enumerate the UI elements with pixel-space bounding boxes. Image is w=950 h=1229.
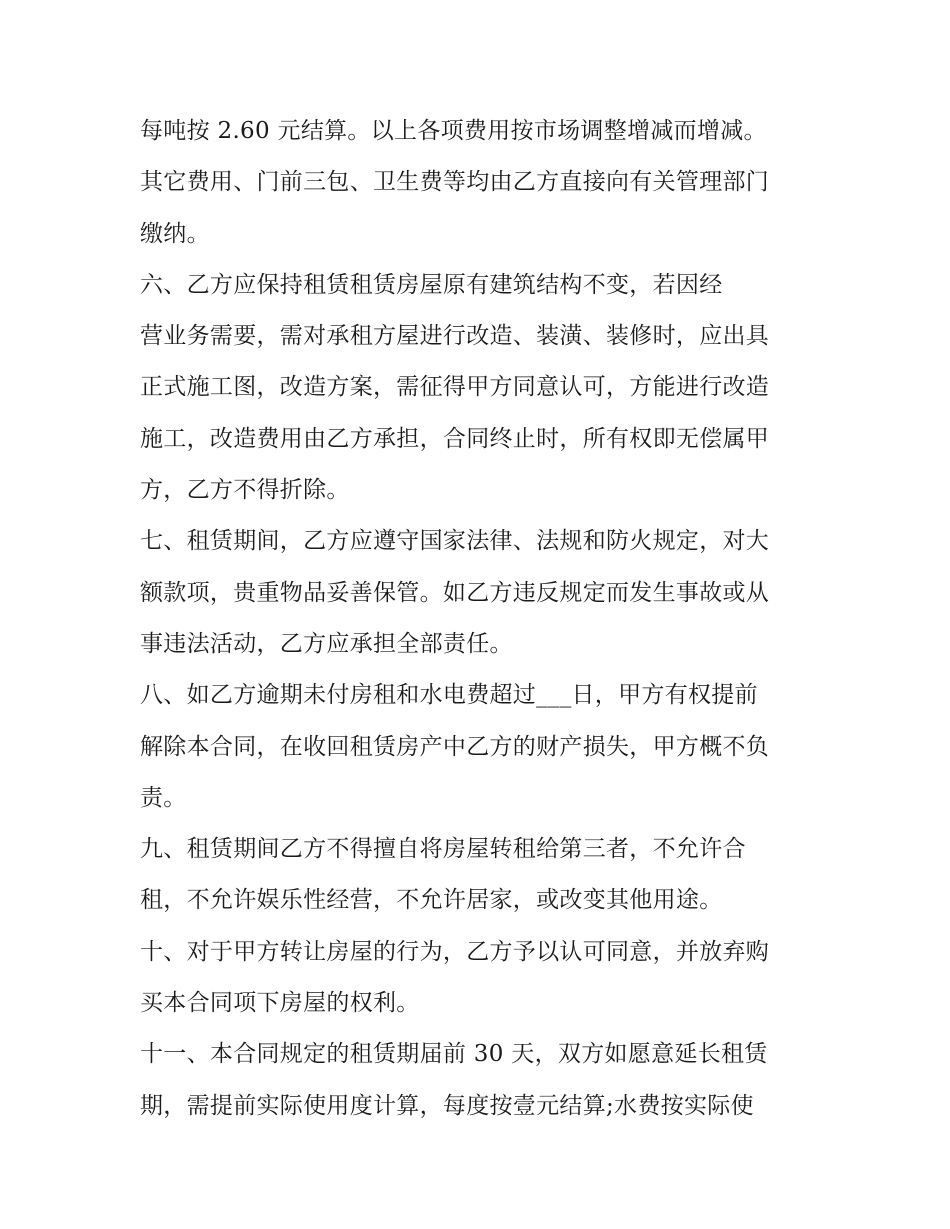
- text-line: 期，需提前实际使用度计算，每度按壹元结算;水费按实际使: [140, 1092, 754, 1119]
- text-line: 租，不允许娱乐性经营，不允许居家，或改变其他用途。: [140, 887, 723, 914]
- text-line: 正式施工图，改造方案，需征得甲方同意认可，方能进行改造: [140, 374, 770, 401]
- text-line: 买本合同项下房屋的权利。: [140, 990, 420, 1017]
- text-line: 缴纳。: [140, 220, 210, 247]
- text-line: 额款项，贵重物品妥善保管。如乙方违反规定而发生事故或从: [140, 579, 770, 606]
- text-line: 营业务需要，需对承租方屋进行改造、装潢、装修时，应出具: [140, 323, 770, 350]
- text-line: 解除本合同，在收回租赁房产中乙方的财产损失，甲方概不负: [140, 733, 770, 760]
- document-body: [140, 106, 830, 1132]
- text-line: 事违法活动，乙方应承担全部责任。: [140, 630, 513, 657]
- text-line: 其它费用、门前三包、卫生费等均由乙方直接向有关管理部门: [140, 169, 770, 196]
- text-line: 责。: [140, 784, 187, 811]
- text-line: 方，乙方不得折除。: [140, 477, 350, 504]
- text-line: 七、租赁期间，乙方应遵守国家法律、法规和防火规定，对大: [140, 528, 770, 555]
- text-line: 施工，改造费用由乙方承担，合同终止时，所有权即无偿属甲: [140, 425, 770, 452]
- text-line: 十一、本合同规定的租赁期届前 30 天，双方如愿意延长租赁: [140, 1041, 768, 1068]
- text-line: 八、如乙方逾期未付房租和水电费超过___日，甲方有权提前: [140, 682, 758, 709]
- text-line: 六、乙方应保持租赁租赁房屋原有建筑结构不变，若因经: [140, 271, 723, 298]
- text-line: 十、对于甲方转让房屋的行为，乙方予以认可同意，并放弃购: [140, 938, 770, 965]
- text-line: 九、租赁期间乙方不得擅自将房屋转租给第三者，不允许合: [140, 836, 746, 863]
- text-line: 每吨按 2.60 元结算。以上各项费用按市场调整增减而增减。: [140, 118, 767, 144]
